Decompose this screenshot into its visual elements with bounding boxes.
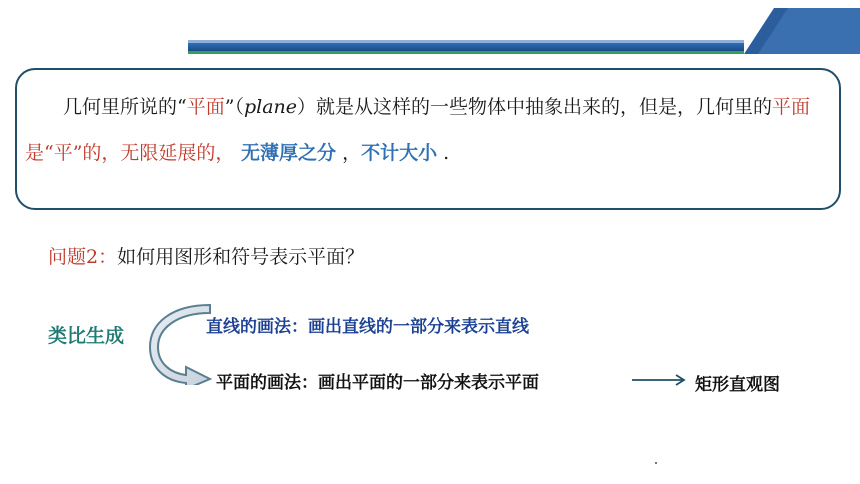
curved-arrow-icon — [148, 303, 212, 385]
header-strip — [188, 51, 744, 54]
definition-text: ， — [336, 142, 362, 164]
property-no-thickness: 无薄厚之分 — [234, 142, 337, 164]
question-label: 问题2： — [48, 246, 118, 268]
definition-text: ）就是从这样的一些物体中抽象出来的，但是，几何里的 — [297, 96, 773, 118]
header-bar — [188, 40, 744, 51]
right-arrow-icon — [632, 373, 692, 387]
corner-decoration — [744, 8, 860, 54]
property-flat-infinite: 平面是“平”的，无限延展的， — [25, 96, 811, 164]
definition-paragraph — [25, 84, 821, 176]
stray-dot — [655, 462, 657, 464]
definition-text: . — [437, 142, 450, 164]
definition-box — [15, 68, 841, 210]
property-no-size: 不计大小 — [361, 142, 438, 164]
rectangle-diagram-result: 矩形直观图 — [695, 375, 780, 395]
analogy-label: 类比生成 — [48, 325, 125, 347]
term-plane: 平面 — [186, 96, 225, 118]
definition-text: 几何里所说的“ — [63, 96, 187, 118]
term-plane-english: plane — [243, 96, 298, 118]
question-text: 如何用图形和符号表示平面？ — [117, 246, 365, 268]
plane-drawing-method: 平面的画法：画出平面的一部分来表示平面 — [216, 373, 539, 393]
question — [48, 242, 364, 269]
line-drawing-method: 直线的画法：画出直线的一部分来表示直线 — [206, 317, 529, 337]
definition-text: ”（ — [224, 96, 244, 118]
